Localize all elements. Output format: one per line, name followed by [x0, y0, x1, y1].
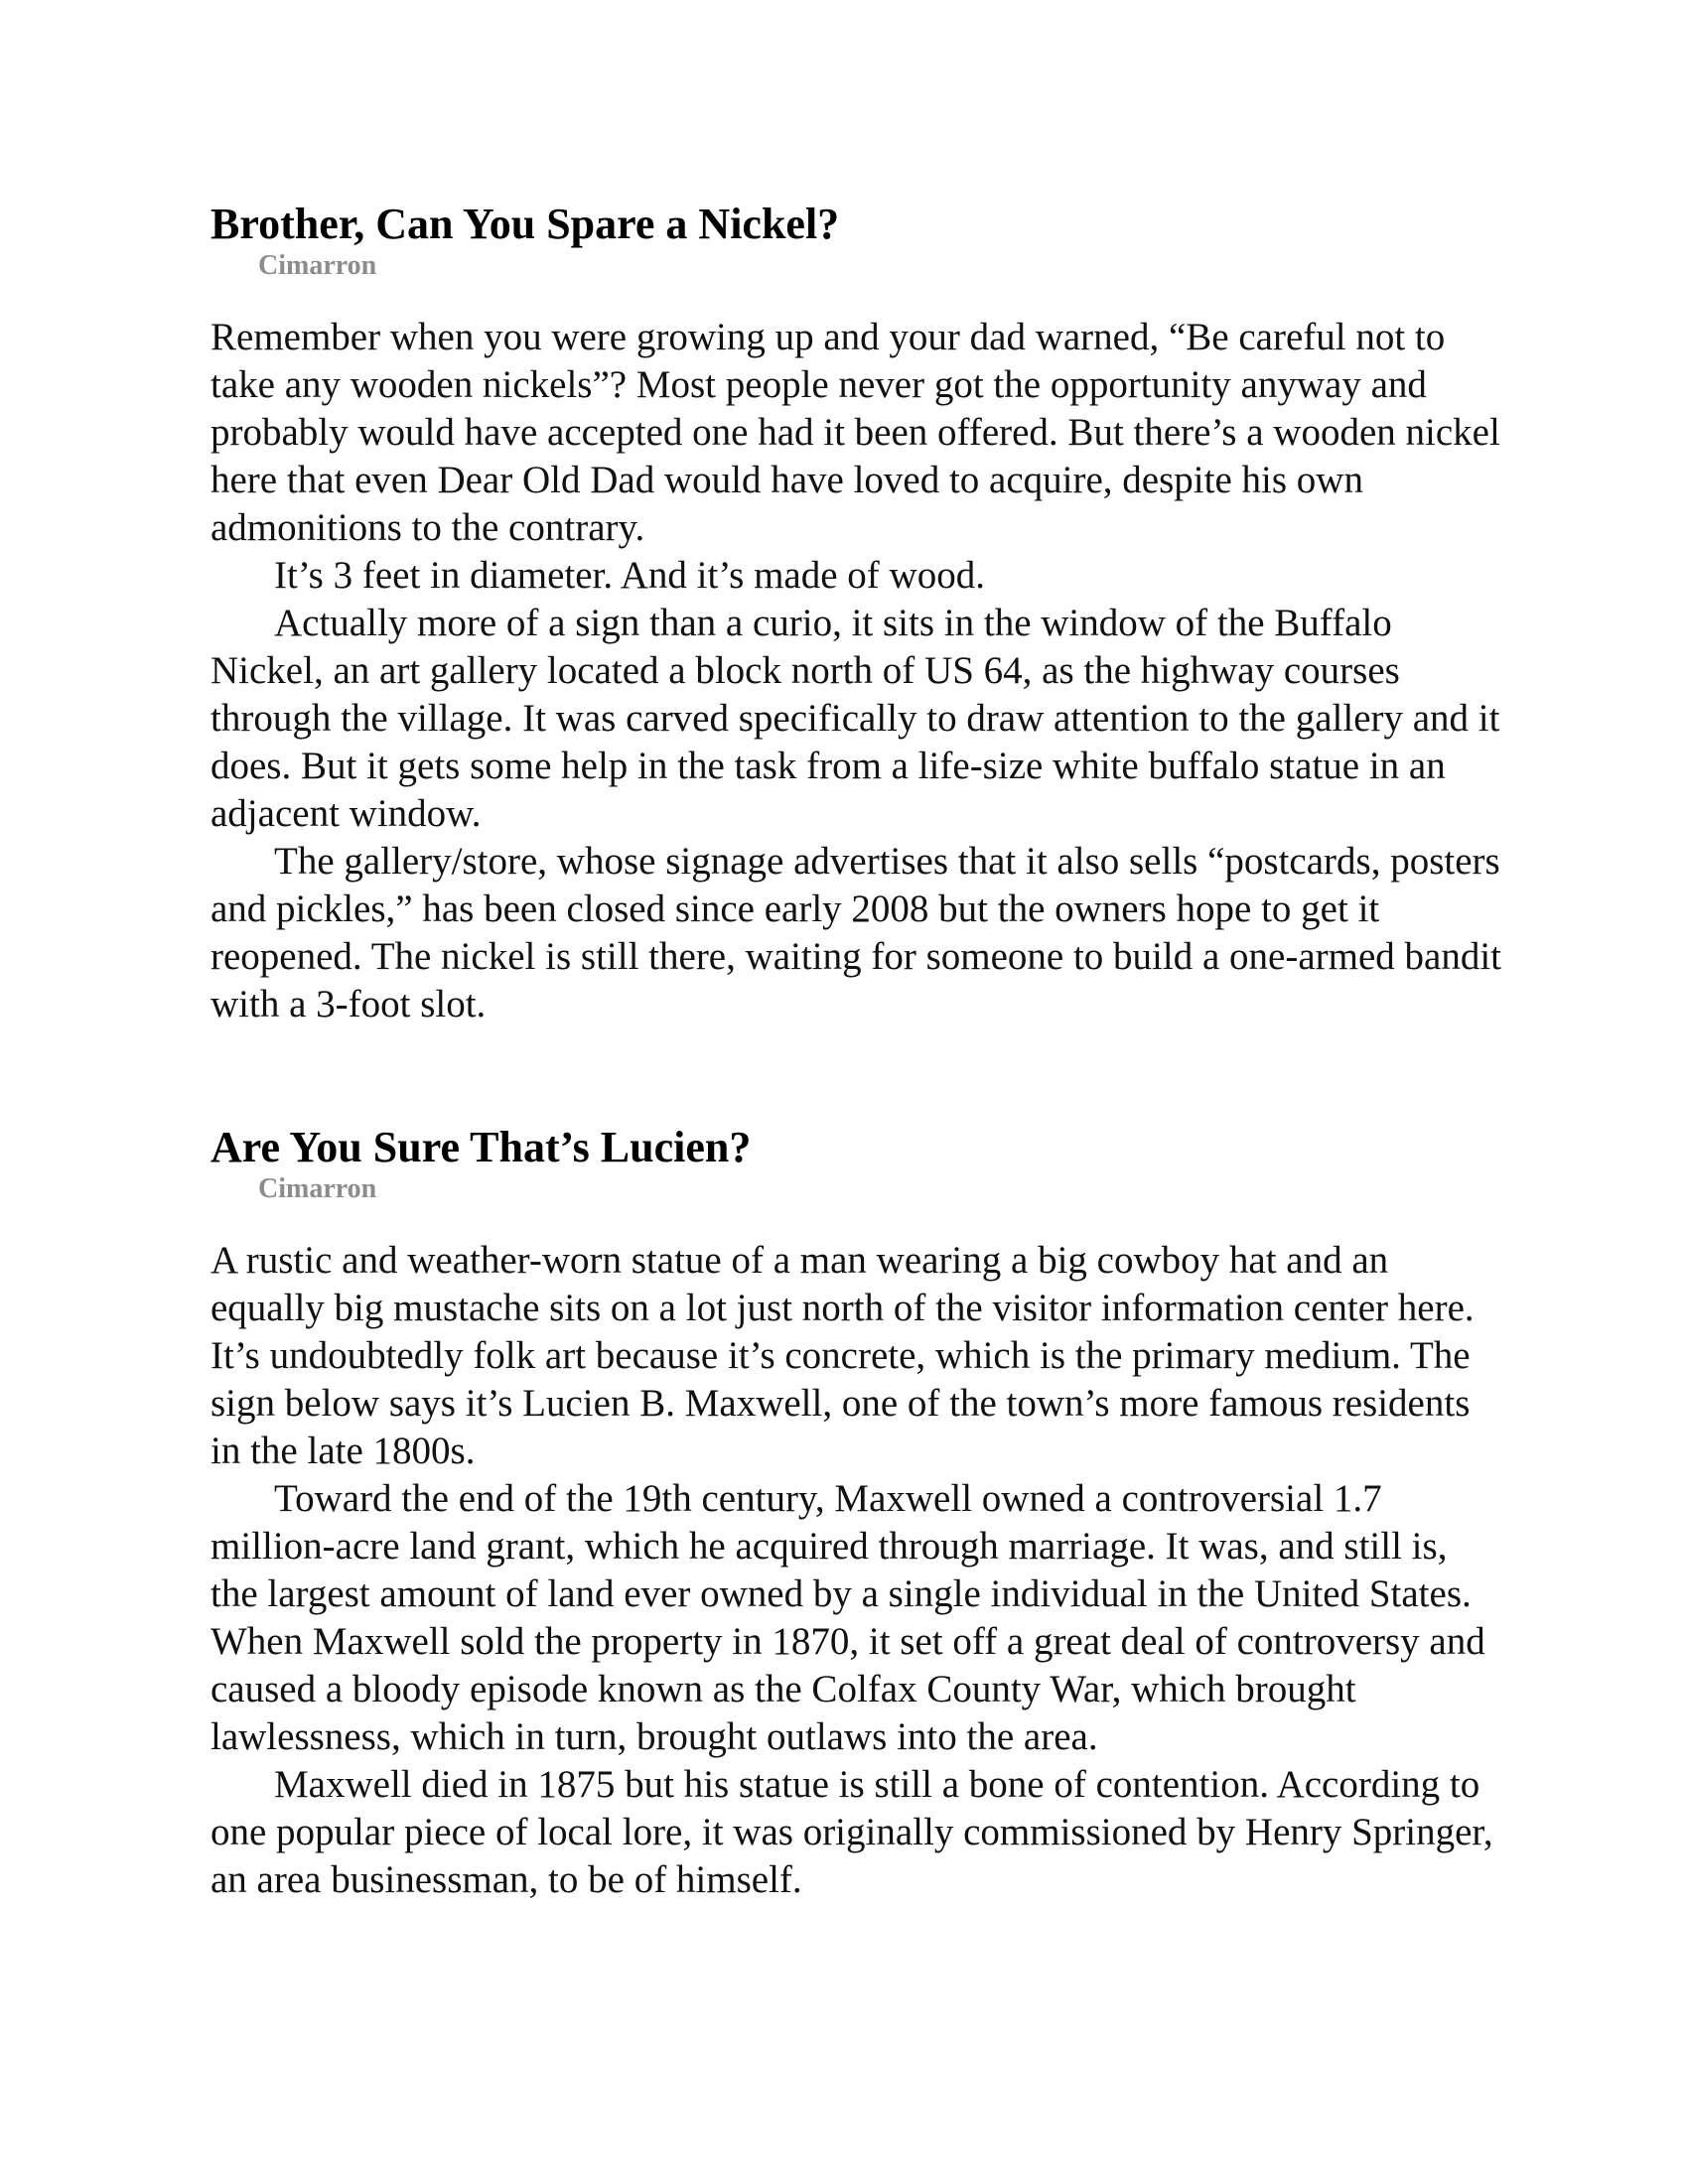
article-paragraph: The gallery/store, whose signage advertises that it also sells “postcards, posters and pickles,” has been closed since early 2008 but the owners hope to get it reopened. The nickel is still there, waiting for someone to build a one-armed bandit with a 3-foot slot. [211, 840, 1501, 1025]
article-location: Cimarron [258, 1173, 377, 1204]
article-paragraph: Maxwell died in 1875 but his statue is still a bone of contention. According to one popular piece of local lore, it was originally commissioned by Henry Springer, an area businessman, to be of himself. [211, 1763, 1493, 1901]
article-paragraph: It’s 3 feet in diameter. And it’s made of wood. [274, 554, 985, 597]
document-page [211, 199, 1501, 1904]
article-paragraph: Toward the end of the 19th century, Maxwell owned a controversial 1.7 million-acre land grant, which he acquired through marriage. It was, and still is, the largest amount of land ever owned by a single individual in the United States. When Maxwell sold the property in 1870, it set off a great deal of controversy and caused a bloody episode known as the Colfax County War, which brought lawlessness, which in turn, brought outlaws into the area. [211, 1477, 1485, 1758]
article-paragraph: Actually more of a sign than a curio, it sits in the window of the Buffalo Nickel, an art gallery located a block north of US 64, as the highway courses through the village. It was carved specifically to draw attention to the gallery and it does. But it gets some help in the task from a life-size white buffalo statue in an adjacent window. [211, 602, 1500, 835]
article-paragraph: A rustic and weather-worn statue of a man wearing a big cowboy hat and an equally big mustache sits on a lot just north of the visitor information center here. It’s undoubtedly folk art because it’s concrete, which is the primary medium. The sign below says it’s Lucien B. Maxwell, one of the town’s more famous residents in the late 1800s. [211, 1239, 1475, 1472]
article-title: Are You Sure That’s Lucien? [211, 1123, 752, 1171]
article-location: Cimarron [258, 250, 377, 281]
article-lucien [211, 1122, 1501, 1904]
article-nickel [211, 199, 1501, 1028]
article-paragraph: Remember when you were growing up and your dad warned, “Be careful not to take any wooden nickels”? Most people never got the opportunity anyway and probably would have accepted one had it been offered. But there’s a wooden nickel here that even Dear Old Dad would have loved to acquire, despite his own admonitions to the contrary. [211, 316, 1500, 549]
article-title: Brother, Can You Spare a Nickel? [211, 200, 840, 248]
